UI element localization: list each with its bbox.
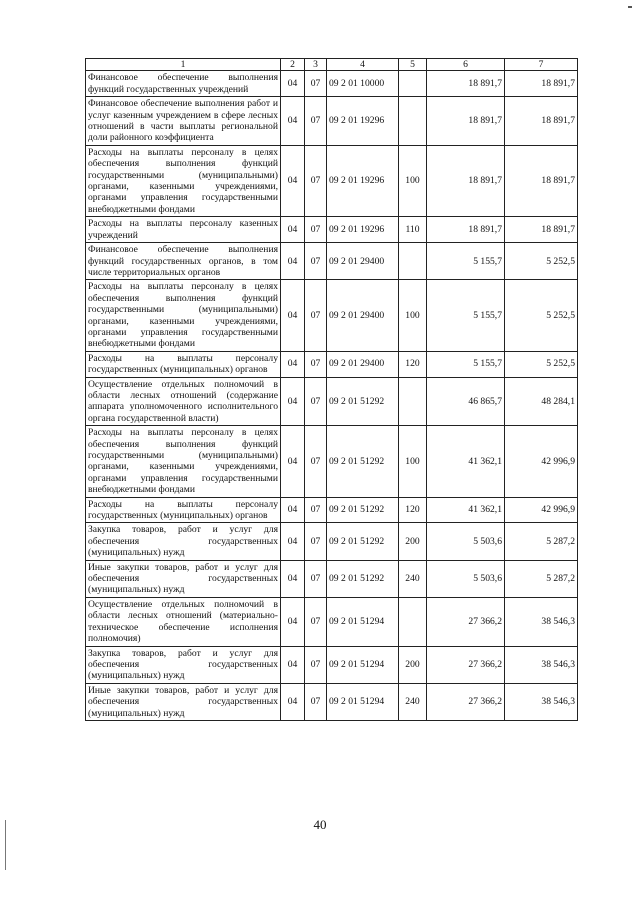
subsection-code-cell: 07 — [305, 145, 327, 216]
target-article-cell: 09 2 01 51292 — [327, 560, 399, 597]
subsection-code-cell: 07 — [305, 683, 327, 720]
amount-year1-cell: 27 366,2 — [427, 683, 505, 720]
target-article-cell: 09 2 01 29400 — [327, 351, 399, 377]
table-header-row — [86, 59, 578, 71]
page-number: 40 — [313, 817, 327, 832]
amount-year2-cell: 18 891,7 — [505, 97, 578, 146]
row-name-cell: Иные закупки товаров, работ и услуг для обеспечения государственных (муниципальных) нужд — [86, 560, 281, 597]
amount-year1-cell: 18 891,7 — [427, 71, 505, 97]
amount-year1-cell: 41 362,1 — [427, 426, 505, 497]
row-name-cell: Финансовое обеспечение выполнения функций государственных учреждений — [86, 71, 281, 97]
table-row — [86, 377, 578, 426]
row-name-cell: Закупка товаров, работ и услуг для обеспечения государственных (муниципальных) нужд — [86, 523, 281, 560]
expense-type-cell: 110 — [399, 217, 427, 243]
amount-year2-cell: 18 891,7 — [505, 71, 578, 97]
amount-year2-cell: 18 891,7 — [505, 217, 578, 243]
subsection-code-cell: 07 — [305, 597, 327, 646]
table-row — [86, 560, 578, 597]
table-row — [86, 97, 578, 146]
target-article-cell: 09 2 01 51294 — [327, 646, 399, 683]
column-header: 2 — [281, 59, 305, 71]
amount-year1-cell: 18 891,7 — [427, 217, 505, 243]
table-row — [86, 597, 578, 646]
row-name-cell: Финансовое обеспечение выполнения функций государственных органов, в том числе территориальных органов — [86, 243, 281, 280]
table-row — [86, 523, 578, 560]
table-row — [86, 683, 578, 720]
table-row — [86, 497, 578, 523]
section-code-cell: 04 — [281, 243, 305, 280]
section-code-cell: 04 — [281, 560, 305, 597]
column-header: 1 — [86, 59, 281, 71]
column-header: 6 — [427, 59, 505, 71]
target-article-cell: 09 2 01 51292 — [327, 377, 399, 426]
section-code-cell: 04 — [281, 597, 305, 646]
table-row — [86, 646, 578, 683]
table-row — [86, 71, 578, 97]
row-name-cell: Расходы на выплаты персоналу государственных (муниципальных) органов — [86, 351, 281, 377]
expense-type-cell: 100 — [399, 280, 427, 351]
amount-year2-cell: 48 284,1 — [505, 377, 578, 426]
section-code-cell: 04 — [281, 497, 305, 523]
table-row — [86, 243, 578, 280]
section-code-cell: 04 — [281, 351, 305, 377]
target-article-cell: 09 2 01 51292 — [327, 426, 399, 497]
amount-year2-cell: 18 891,7 — [505, 145, 578, 216]
subsection-code-cell: 07 — [305, 71, 327, 97]
amount-year2-cell: 38 546,3 — [505, 597, 578, 646]
section-code-cell: 04 — [281, 523, 305, 560]
amount-year1-cell: 18 891,7 — [427, 145, 505, 216]
target-article-cell: 09 2 01 19296 — [327, 145, 399, 216]
amount-year1-cell: 27 366,2 — [427, 597, 505, 646]
expense-type-cell — [399, 597, 427, 646]
amount-year1-cell: 5 155,7 — [427, 351, 505, 377]
expense-type-cell — [399, 243, 427, 280]
amount-year1-cell: 5 155,7 — [427, 280, 505, 351]
expense-type-cell: 100 — [399, 145, 427, 216]
target-article-cell: 09 2 01 29400 — [327, 243, 399, 280]
amount-year1-cell: 41 362,1 — [427, 497, 505, 523]
row-name-cell: Осуществление отдельных полномочий в области лесных отношений (материально-техническое обеспечение исполнения полномочия) — [86, 597, 281, 646]
expense-type-cell: 240 — [399, 683, 427, 720]
expense-type-cell: 120 — [399, 497, 427, 523]
expense-type-cell: 100 — [399, 426, 427, 497]
table-row — [86, 145, 578, 216]
target-article-cell: 09 2 01 51294 — [327, 597, 399, 646]
amount-year2-cell: 5 287,2 — [505, 523, 578, 560]
amount-year1-cell: 27 366,2 — [427, 646, 505, 683]
subsection-code-cell: 07 — [305, 426, 327, 497]
amount-year2-cell: 42 996,9 — [505, 426, 578, 497]
subsection-code-cell: 07 — [305, 217, 327, 243]
table-row — [86, 280, 578, 351]
table-row — [86, 217, 578, 243]
column-header: 5 — [399, 59, 427, 71]
section-code-cell: 04 — [281, 683, 305, 720]
column-header: 7 — [505, 59, 578, 71]
section-code-cell: 04 — [281, 280, 305, 351]
target-article-cell: 09 2 01 19296 — [327, 97, 399, 146]
row-name-cell: Закупка товаров, работ и услуг для обеспечения государственных (муниципальных) нужд — [86, 646, 281, 683]
expense-type-cell: 240 — [399, 560, 427, 597]
amount-year1-cell: 46 865,7 — [427, 377, 505, 426]
section-code-cell: 04 — [281, 646, 305, 683]
subsection-code-cell: 07 — [305, 351, 327, 377]
column-header: 4 — [327, 59, 399, 71]
scan-mark — [628, 6, 632, 8]
amount-year2-cell: 5 287,2 — [505, 560, 578, 597]
amount-year2-cell: 5 252,5 — [505, 351, 578, 377]
row-name-cell: Расходы на выплаты персоналу в целях обеспечения выполнения функций государственными (муниципальными) органами, казенными учреждениями, органами управления государственными внебюджетными фондами — [86, 145, 281, 216]
target-article-cell: 09 2 01 51294 — [327, 683, 399, 720]
target-article-cell: 09 2 01 51292 — [327, 497, 399, 523]
expense-type-cell: 200 — [399, 523, 427, 560]
column-header: 3 — [305, 59, 327, 71]
amount-year2-cell: 5 252,5 — [505, 280, 578, 351]
subsection-code-cell: 07 — [305, 97, 327, 146]
expense-type-cell — [399, 97, 427, 146]
amount-year1-cell: 5 503,6 — [427, 560, 505, 597]
subsection-code-cell: 07 — [305, 280, 327, 351]
amount-year2-cell: 42 996,9 — [505, 497, 578, 523]
subsection-code-cell: 07 — [305, 646, 327, 683]
target-article-cell: 09 2 01 29400 — [327, 280, 399, 351]
row-name-cell: Расходы на выплаты персоналу государственных (муниципальных) органов — [86, 497, 281, 523]
subsection-code-cell: 07 — [305, 243, 327, 280]
amount-year1-cell: 5 503,6 — [427, 523, 505, 560]
section-code-cell: 04 — [281, 71, 305, 97]
section-code-cell: 04 — [281, 426, 305, 497]
budget-table — [85, 58, 578, 721]
table-row — [86, 351, 578, 377]
target-article-cell: 09 2 01 10000 — [327, 71, 399, 97]
section-code-cell: 04 — [281, 145, 305, 216]
expense-type-cell — [399, 71, 427, 97]
row-name-cell: Расходы на выплаты персоналу казенных учреждений — [86, 217, 281, 243]
subsection-code-cell: 07 — [305, 497, 327, 523]
amount-year2-cell: 38 546,3 — [505, 683, 578, 720]
subsection-code-cell: 07 — [305, 560, 327, 597]
subsection-code-cell: 07 — [305, 523, 327, 560]
table-row — [86, 426, 578, 497]
subsection-code-cell: 07 — [305, 377, 327, 426]
row-name-cell: Осуществление отдельных полномочий в области лесных отношений (содержание аппарата уполномоченного исполнительного органа государственной власти) — [86, 377, 281, 426]
row-name-cell: Иные закупки товаров, работ и услуг для обеспечения государственных (муниципальных) нужд — [86, 683, 281, 720]
expense-type-cell — [399, 377, 427, 426]
target-article-cell: 09 2 01 51292 — [327, 523, 399, 560]
section-code-cell: 04 — [281, 217, 305, 243]
amount-year1-cell: 18 891,7 — [427, 97, 505, 146]
row-name-cell: Финансовое обеспечение выполнения работ и услуг казенным учреждением в сфере лесных отношений в части выплаты региональной доли районного коэффициента — [86, 97, 281, 146]
amount-year2-cell: 38 546,3 — [505, 646, 578, 683]
expense-type-cell: 120 — [399, 351, 427, 377]
amount-year2-cell: 5 252,5 — [505, 243, 578, 280]
section-code-cell: 04 — [281, 97, 305, 146]
target-article-cell: 09 2 01 19296 — [327, 217, 399, 243]
expense-type-cell: 200 — [399, 646, 427, 683]
section-code-cell: 04 — [281, 377, 305, 426]
amount-year1-cell: 5 155,7 — [427, 243, 505, 280]
row-name-cell: Расходы на выплаты персоналу в целях обеспечения выполнения функций государственными (муниципальными) органами, казенными учреждениями, органами управления государственными внебюджетными фондами — [86, 280, 281, 351]
row-name-cell: Расходы на выплаты персоналу в целях обеспечения выполнения функций государственными (муниципальными) органами, казенными учреждениями, органами управления государственными внебюджетными фондами — [86, 426, 281, 497]
